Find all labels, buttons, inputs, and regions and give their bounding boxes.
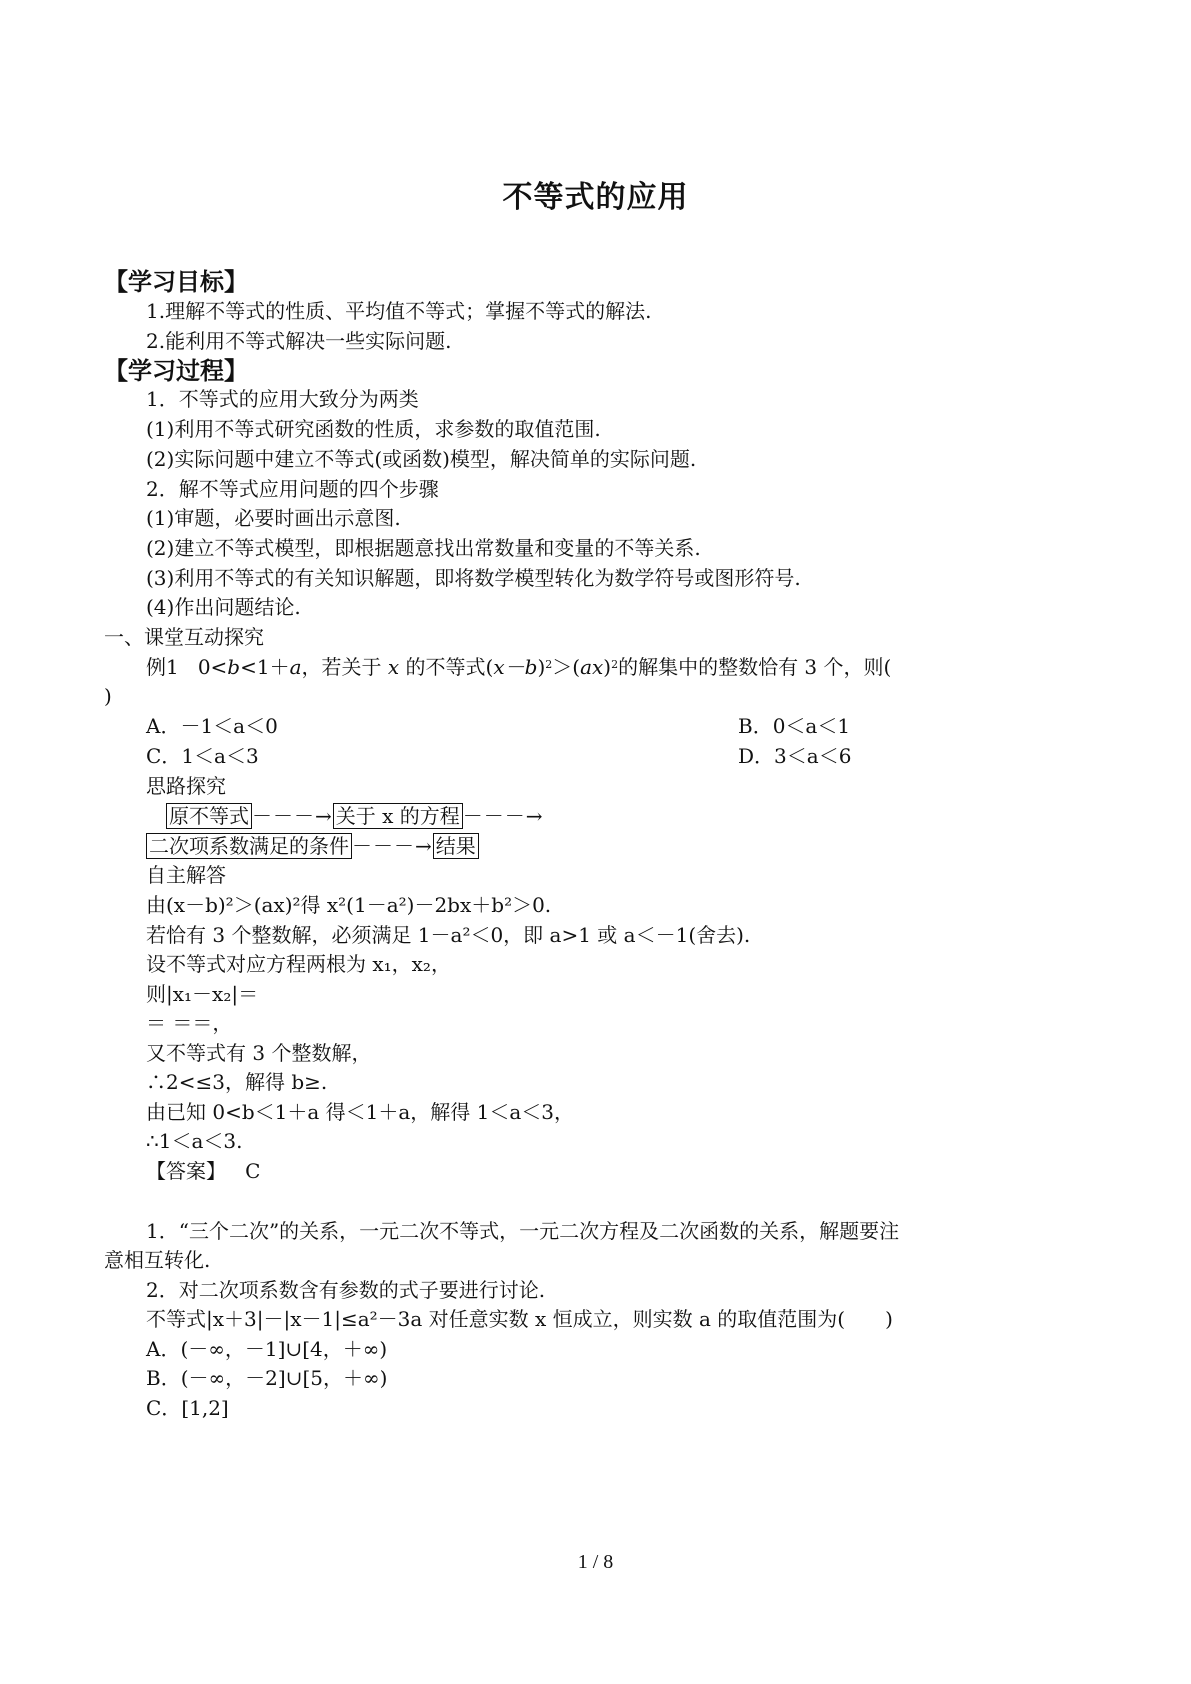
flow-box: 结果 — [433, 833, 479, 859]
objective-item: 2.能利用不等式解决一些实际问题. — [146, 329, 452, 353]
flow-box: 关于 x 的方程 — [333, 803, 463, 829]
solution-line: ＝ ＝＝， — [146, 1011, 233, 1035]
process-line: 1．不等式的应用大致分为两类 — [146, 387, 419, 411]
solution-line: 则|x₁－x₂|＝ — [146, 982, 259, 1006]
objectives-heading: 【学习目标】 — [104, 268, 248, 296]
solution-line: ∴1＜a＜3. — [146, 1129, 243, 1153]
process-line: (1)利用不等式研究函数的性质，求参数的取值范围. — [146, 417, 601, 441]
process-heading: 【学习过程】 — [104, 357, 248, 385]
page-title: 不等式的应用 — [502, 180, 689, 215]
solution-line: ∴2<≤3，解得 b≥. — [146, 1070, 328, 1094]
section-heading: 一、课堂互动探究 — [104, 625, 264, 649]
thinking-heading: 思路探究 — [146, 774, 226, 798]
example-1-stem: 例1 0<b<1＋a，若关于 x 的不等式$(x-b)^2>(ax)^2$的解集中的整数恰有 3 个，则( — [146, 655, 892, 679]
flow-box: 二次项系数满足的条件 — [146, 833, 352, 859]
practice-option-b: B．(－∞，－2]∪[5，＋∞) — [146, 1366, 388, 1390]
flow-row-2 — [146, 831, 479, 861]
solution-line: 若恰有 3 个整数解，必须满足 1－a²＜0，即 a>1 或 a＜－1(舍去). — [146, 923, 751, 947]
solution-heading: 自主解答 — [146, 863, 226, 887]
solution-line: 设不等式对应方程两根为 x₁，x₂， — [146, 952, 451, 976]
option-b: B．0＜a＜1 — [738, 714, 851, 738]
practice-stem: 不等式|x＋3|－|x－1|≤a²－3a 对任意实数 x 恒成立，则实数 a 的取值范围为( ) — [146, 1307, 893, 1331]
process-line: (2)建立不等式模型，即根据题意找出常数量和变量的不等关系. — [146, 536, 701, 560]
process-line: (4)作出问题结论. — [146, 595, 301, 619]
process-line: (3)利用不等式的有关知识解题，即将数学模型转化为数学符号或图形符号. — [146, 566, 801, 590]
summary-line: 2．对二次项系数含有参数的式子要进行讨论. — [146, 1278, 546, 1302]
summary-line: 1．“三个二次”的关系，一元二次不等式，一元二次方程及二次函数的关系，解题要注 — [146, 1219, 900, 1243]
flow-arrow-icon: －－－→ — [252, 804, 333, 828]
flow-box: 原不等式 — [166, 803, 252, 829]
process-line: (1)审题，必要时画出示意图. — [146, 506, 401, 530]
option-c: C．1＜a＜3 — [146, 744, 259, 768]
process-line: (2)实际问题中建立不等式(或函数)模型，解决简单的实际问题. — [146, 447, 697, 471]
example-1-close-paren: ) — [104, 684, 112, 708]
answer-line — [146, 1156, 260, 1186]
flow-row-1 — [166, 801, 544, 831]
practice-option-c: C．[1,2] — [146, 1396, 229, 1420]
answer-label: 【答案】 — [146, 1159, 226, 1183]
summary-line: 意相互转化. — [104, 1248, 211, 1272]
flow-arrow-icon: －－－→ — [462, 804, 544, 828]
objective-item: 1.理解不等式的性质、平均值不等式；掌握不等式的解法. — [146, 299, 652, 323]
flow-arrow-icon: －－－→ — [352, 834, 433, 858]
practice-option-a: A．(－∞，－1]∪[4，＋∞) — [146, 1337, 388, 1361]
process-line: 2．解不等式应用问题的四个步骤 — [146, 477, 439, 501]
solution-line: 由(x－b)²＞(ax)²得 x²(1－a²)－2bx＋b²＞0. — [146, 893, 552, 917]
solution-line: 由已知 0<b＜1＋a 得＜1＋a，解得 1＜a＜3， — [146, 1100, 575, 1124]
answer-value: C — [245, 1159, 261, 1183]
option-a: A．－1＜a＜0 — [146, 714, 278, 738]
solution-line: 又不等式有 3 个整数解， — [146, 1041, 372, 1065]
example-label: 例1 — [146, 655, 179, 679]
option-d: D．3＜a＜6 — [738, 744, 852, 768]
page-indicator: 1 / 8 — [577, 1551, 614, 1573]
